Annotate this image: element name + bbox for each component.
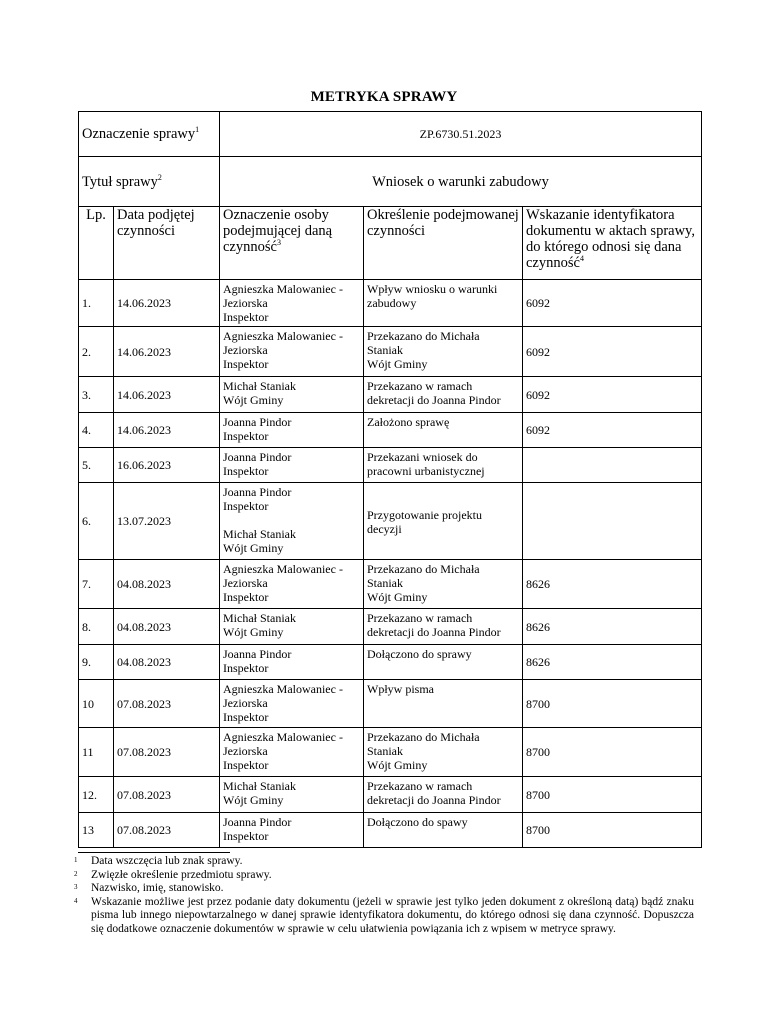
header-action bbox=[364, 207, 523, 280]
cell-docid: 6092 bbox=[523, 377, 702, 413]
header-person-text: Oznaczenie osoby podejmującej daną czynność bbox=[223, 207, 333, 255]
cell-date: 16.06.2023 bbox=[114, 448, 220, 483]
footnote-ref: 2 bbox=[157, 172, 162, 182]
cell-docid bbox=[523, 483, 702, 560]
cell-action: Założono sprawę bbox=[364, 413, 523, 448]
cell-action: Wpływ wniosku o warunki zabudowy bbox=[364, 280, 523, 327]
cell-lp: 11 bbox=[79, 728, 114, 777]
cell-person: Agnieszka Malowaniec - Jeziorska Inspektor bbox=[220, 327, 364, 377]
cell-lp: 1. bbox=[79, 280, 114, 327]
table-row bbox=[79, 777, 702, 813]
cell-action: Przekazano w ramach dekretacji do Joanna Pindor bbox=[364, 609, 523, 645]
cell-lp: 5. bbox=[79, 448, 114, 483]
header-person bbox=[220, 207, 364, 280]
table-row bbox=[79, 813, 702, 848]
table-row bbox=[79, 483, 702, 560]
footnote bbox=[74, 855, 694, 869]
table-row bbox=[79, 448, 702, 483]
footnote bbox=[74, 896, 694, 937]
cell-date: 04.08.2023 bbox=[114, 609, 220, 645]
cell-date: 14.06.2023 bbox=[114, 377, 220, 413]
cell-docid: 8626 bbox=[523, 609, 702, 645]
header-docid bbox=[523, 207, 702, 280]
cell-docid bbox=[523, 448, 702, 483]
cell-docid: 6092 bbox=[523, 413, 702, 448]
cell-lp: 4. bbox=[79, 413, 114, 448]
cell-lp: 12. bbox=[79, 777, 114, 813]
case-subject-value-cell bbox=[220, 157, 702, 207]
cell-docid: 8700 bbox=[523, 813, 702, 848]
cell-action: Przekazano do Michała Staniak Wójt Gminy bbox=[364, 560, 523, 609]
cell-person: Joanna Pindor Inspektor bbox=[220, 448, 364, 483]
cell-lp: 3. bbox=[79, 377, 114, 413]
footnote-text: Nazwisko, imię, stanowisko. bbox=[91, 882, 224, 894]
footnote-number: 4 bbox=[74, 896, 78, 905]
footnote-ref: 1 bbox=[195, 125, 200, 135]
cell-person: Joanna Pindor Inspektor bbox=[220, 413, 364, 448]
cell-lp: 9. bbox=[79, 645, 114, 680]
cell-docid: 6092 bbox=[523, 280, 702, 327]
header-date bbox=[114, 207, 220, 280]
cell-person: Agnieszka Malowaniec - Jeziorska Inspektor bbox=[220, 560, 364, 609]
footnote bbox=[74, 882, 694, 896]
cell-docid: 8700 bbox=[523, 680, 702, 728]
header-action-text: Określenie podejmowanej czynności bbox=[367, 207, 519, 239]
cell-action: Wpływ pisma bbox=[364, 680, 523, 728]
case-metadata-table bbox=[78, 111, 702, 848]
cell-docid: 8700 bbox=[523, 777, 702, 813]
cell-person: Joanna Pindor Inspektor Michał Staniak Wójt Gminy bbox=[220, 483, 364, 560]
cell-person: Joanna Pindor Inspektor bbox=[220, 645, 364, 680]
table-row bbox=[79, 327, 702, 377]
cell-action: Przygotowanie projektu decyzji bbox=[364, 483, 523, 560]
document-title: METRYKA SPRAWY bbox=[310, 89, 458, 105]
case-number-value-cell bbox=[220, 112, 702, 157]
cell-action: Przekazano do Michała Staniak Wójt Gminy bbox=[364, 327, 523, 377]
footnote-number: 3 bbox=[74, 883, 78, 891]
footnote-ref: 3 bbox=[276, 238, 281, 248]
cell-action: Przekazano w ramach dekretacji do Joanna Pindor bbox=[364, 377, 523, 413]
cell-date: 14.06.2023 bbox=[114, 280, 220, 327]
cell-person: Michał Staniak Wójt Gminy bbox=[220, 377, 364, 413]
table-row bbox=[79, 645, 702, 680]
cell-lp: 8. bbox=[79, 609, 114, 645]
cell-person: Agnieszka Malowaniec - Jeziorska Inspektor bbox=[220, 680, 364, 728]
cell-person: Michał Staniak Wójt Gminy bbox=[220, 609, 364, 645]
cell-date: 07.08.2023 bbox=[114, 680, 220, 728]
footnote bbox=[74, 869, 694, 883]
header-lp bbox=[79, 207, 114, 280]
cell-date: 04.08.2023 bbox=[114, 560, 220, 609]
footnote-number: 1 bbox=[74, 856, 78, 864]
case-number-row bbox=[79, 112, 702, 157]
cell-person: Agnieszka Malowaniec - Jeziorska Inspektor bbox=[220, 280, 364, 327]
cell-lp: 2. bbox=[79, 327, 114, 377]
footnotes bbox=[74, 855, 694, 936]
footnote-text: Wskazanie możliwe jest przez podanie daty dokumentu (jeżeli w sprawie jest tylko jeden dokument z określoną datą) bądź znaku pisma lub innego niepowtarzalnego w danej sprawie identyfikatora dokumentu, do którego odnosi się dana czynność. Dopuszcza się dodatkowe oznaczenie dokumentów w sprawie w celu ułatwienia powiązania ich z wpisem w metryce sprawy. bbox=[91, 895, 694, 935]
table-row bbox=[79, 413, 702, 448]
case-subject-row bbox=[79, 157, 702, 207]
cell-date: 14.06.2023 bbox=[114, 413, 220, 448]
case-subject-label-cell bbox=[79, 157, 220, 207]
header-date-text: Data podjętej czynności bbox=[117, 207, 195, 239]
case-number-label: Oznaczenie sprawy bbox=[82, 126, 196, 142]
case-number-value: ZP.6730.51.2023 bbox=[419, 127, 502, 141]
table-row bbox=[79, 377, 702, 413]
footnote-ref: 4 bbox=[579, 254, 584, 264]
cell-action: Przekazano w ramach dekretacji do Joanna Pindor bbox=[364, 777, 523, 813]
cell-lp: 13 bbox=[79, 813, 114, 848]
table-header-row bbox=[79, 207, 702, 280]
cell-date: 14.06.2023 bbox=[114, 327, 220, 377]
header-lp-text: Lp. bbox=[86, 207, 106, 223]
cell-docid: 8700 bbox=[523, 728, 702, 777]
footnote-number: 2 bbox=[74, 869, 78, 878]
case-subject-label: Tytuł sprawy bbox=[82, 173, 158, 190]
case-number-label-cell bbox=[79, 112, 220, 157]
footnote-text: Data wszczęcia lub znak sprawy. bbox=[91, 855, 243, 867]
cell-date: 04.08.2023 bbox=[114, 645, 220, 680]
table-row bbox=[79, 728, 702, 777]
cell-person: Michał Staniak Wójt Gminy bbox=[220, 777, 364, 813]
footnote-separator bbox=[78, 852, 230, 853]
cell-date: 07.08.2023 bbox=[114, 813, 220, 848]
cell-date: 07.08.2023 bbox=[114, 728, 220, 777]
cell-date: 13.07.2023 bbox=[114, 483, 220, 560]
footnote-text: Zwięzłe określenie przedmiotu sprawy. bbox=[91, 868, 272, 881]
table-row bbox=[79, 680, 702, 728]
cell-action: Przekazano do Michała Staniak Wójt Gminy bbox=[364, 728, 523, 777]
cell-action: Przekazani wniosek do pracowni urbanistycznej bbox=[364, 448, 523, 483]
header-docid-text: Wskazanie identyfikatora dokumentu w aktach sprawy, do którego odnosi się dana czynność bbox=[526, 207, 695, 271]
cell-docid: 8626 bbox=[523, 560, 702, 609]
cell-lp: 7. bbox=[79, 560, 114, 609]
cell-date: 07.08.2023 bbox=[114, 777, 220, 813]
case-subject-value: Wniosek o warunki zabudowy bbox=[372, 173, 549, 190]
cell-docid: 6092 bbox=[523, 327, 702, 377]
table-row bbox=[79, 609, 702, 645]
cell-person: Joanna Pindor Inspektor bbox=[220, 813, 364, 848]
cell-docid: 8626 bbox=[523, 645, 702, 680]
cell-lp: 6. bbox=[79, 483, 114, 560]
cell-action: Dołączono do spawy bbox=[364, 813, 523, 848]
table-row bbox=[79, 560, 702, 609]
cell-person: Agnieszka Malowaniec - Jeziorska Inspektor bbox=[220, 728, 364, 777]
cell-action: Dołączono do sprawy bbox=[364, 645, 523, 680]
table-row bbox=[79, 280, 702, 327]
cell-lp: 10 bbox=[79, 680, 114, 728]
